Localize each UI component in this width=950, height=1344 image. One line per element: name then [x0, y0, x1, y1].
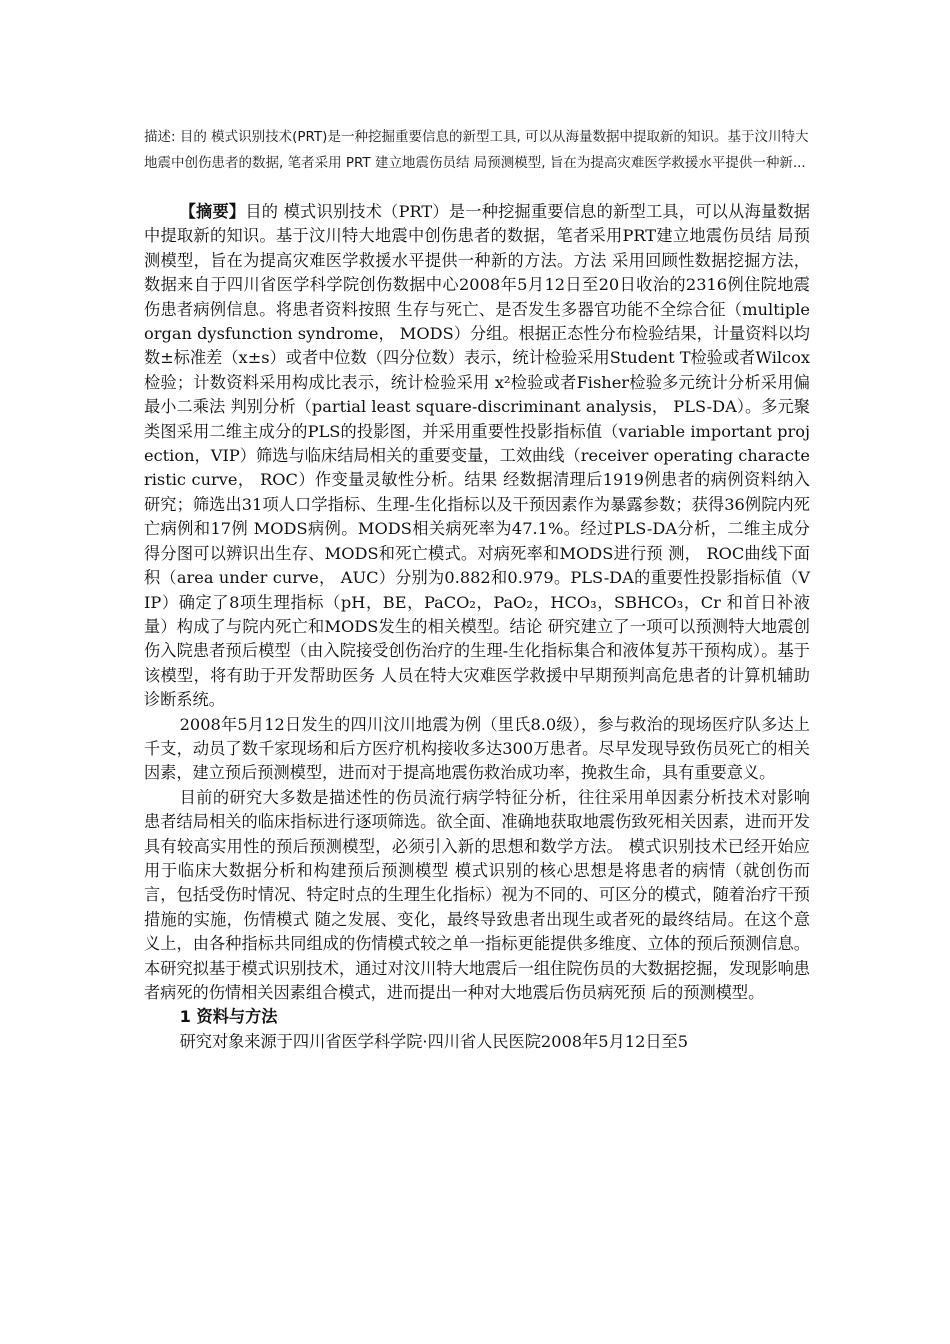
body-paragraph-1: 2008年5月12日发生的四川汶川地震为例（里氏8.0级），参与救治的现场医疗队多达上千支，动员了数千家现场和后方医疗机构接收多达300万患者。尽早发现导致伤员死亡的相关因素，建立预后预测模型，进而对于提高地震伤救治成功率，挽救生命，具有重要意义。 [144, 714, 810, 783]
document-summary: 描述: 目的 模式识别技术(PRT)是一种挖掘重要信息的新型工具, 可以从海量数据中提取新的知识。基于汶川特大地震中创伤患者的数据, 笔者采用 PRT 建立地震伤员结 局预测模型, 旨在为提高灾难医学救援水平提供一种新... [144, 129, 809, 171]
body-paragraph-3: 研究对象来源于四川省医学科学院·四川省人民医院2008年5月12日至5 [179, 1031, 689, 1051]
document-body [144, 200, 810, 1054]
body-paragraph-2: 目前的研究大多数是描述性的伤员流行病学特征分析，往往采用单因素分析技术对影响患者结局相关的临床指标进行逐项筛选。欲全面、准确地获取地震伤致死相关因素，进而开发具有较高实用性的预后预测模型，必须引入新的思想和数学方法。 模式识别技术已经开始应用于临床大数据分析和构建预后预测模型 模式识别的核心思想是将患者的病情（就创伤而言，包括受伤时情况、特定时点的生理生化指标）视为不同的、可区分的模式，随着治疗干预措施的实施，伤情模式 随之发展、变化，最终导致患者出现生或者死的最终结局。在这个意义上，由各种指标共同组成的伤情模式较之单一指标更能提供多维度、立体的预后预测信息。 本研究拟基于模式识别技术，通过对汶川特大地震后一组住院伤员的大数据挖掘，发现影响患者病死的伤情相关因素组合模式，进而提出一种对大地震后伤员病死预 后的预测模型。 [144, 787, 810, 1002]
abstract-paragraph [144, 200, 810, 713]
section-heading: 1 资料与方法 [179, 1007, 278, 1027]
abstract-text: 目的 模式识别技术（PRT）是一种挖掘重要信息的新型工具，可以从海量数据中提取新的知识。基于汶川特大地震中创伤患者的数据，笔者采用PRT建立地震伤员结 局预测模型，旨在为提高灾难医学救援水平提供一种新的方法。方法 采用回顾性数据挖掘方法，数据来自于四川省医学科学院创伤数据中心2008年5月12日至20日收治的2316例住院地震伤患者病例信息。将患者资料按照 生存与死亡、是否发生多器官功能不全综合征（multiple organ dysfunction syndrome， MODS）分组。根据正态性分布检验结果，计量资料以均数±标准差（x±s）或者中位数（四分位数）表示，统计检验采用Student T检验或者Wilcox检验；计数资料采用构成比表示，统计检验采用 x²检验或者Fisher检验多元统计分析采用偏最小二乘法 判别分析（partial least square-discriminant analysis， PLS-DA）。多元聚类图采用二维主成分的PLS的投影图，并采用重要性投影指标值（variable important projection，VIP）筛选与临床结局相关的重要变量，工效曲线（receiver operating characteristic curve， ROC）作变量灵敏性分析。结果 经数据清理后1919例患者的病例资料纳入研究；筛选出31项人口学指标、生理-生化指标以及干预因素作为暴露参数；获得36例院内死亡病例和17例 MODS病例。MODS相关病死率为47.1%。经过PLS-DA分析，二维主成分得分图可以辨识出生存、MODS和死亡模式。对病死率和MODS进行预 测， ROC曲线下面积（area under curve， AUC）分别为0.882和0.979。PLS-DA的重要性投影指标值（VIP）确定了8项生理指标（pH，BE，PaCO₂，PaO₂，HCO₃，SBHCO₃，Cr 和首日补液量）构成了与院内死亡和MODS发生的相关模型。结论 研究建立了一项可以预测特大地震创伤入院患者预后模型（由入院接受创伤治疗的生理-生化指标集合和液体复苏干预构成）。基于该模型，将有助于开发帮助医务 人员在特大灾难医学救援中早期预判高危患者的计算机辅助诊断系统。 [144, 202, 810, 710]
abstract-tag: 【摘要】 [179, 202, 246, 221]
